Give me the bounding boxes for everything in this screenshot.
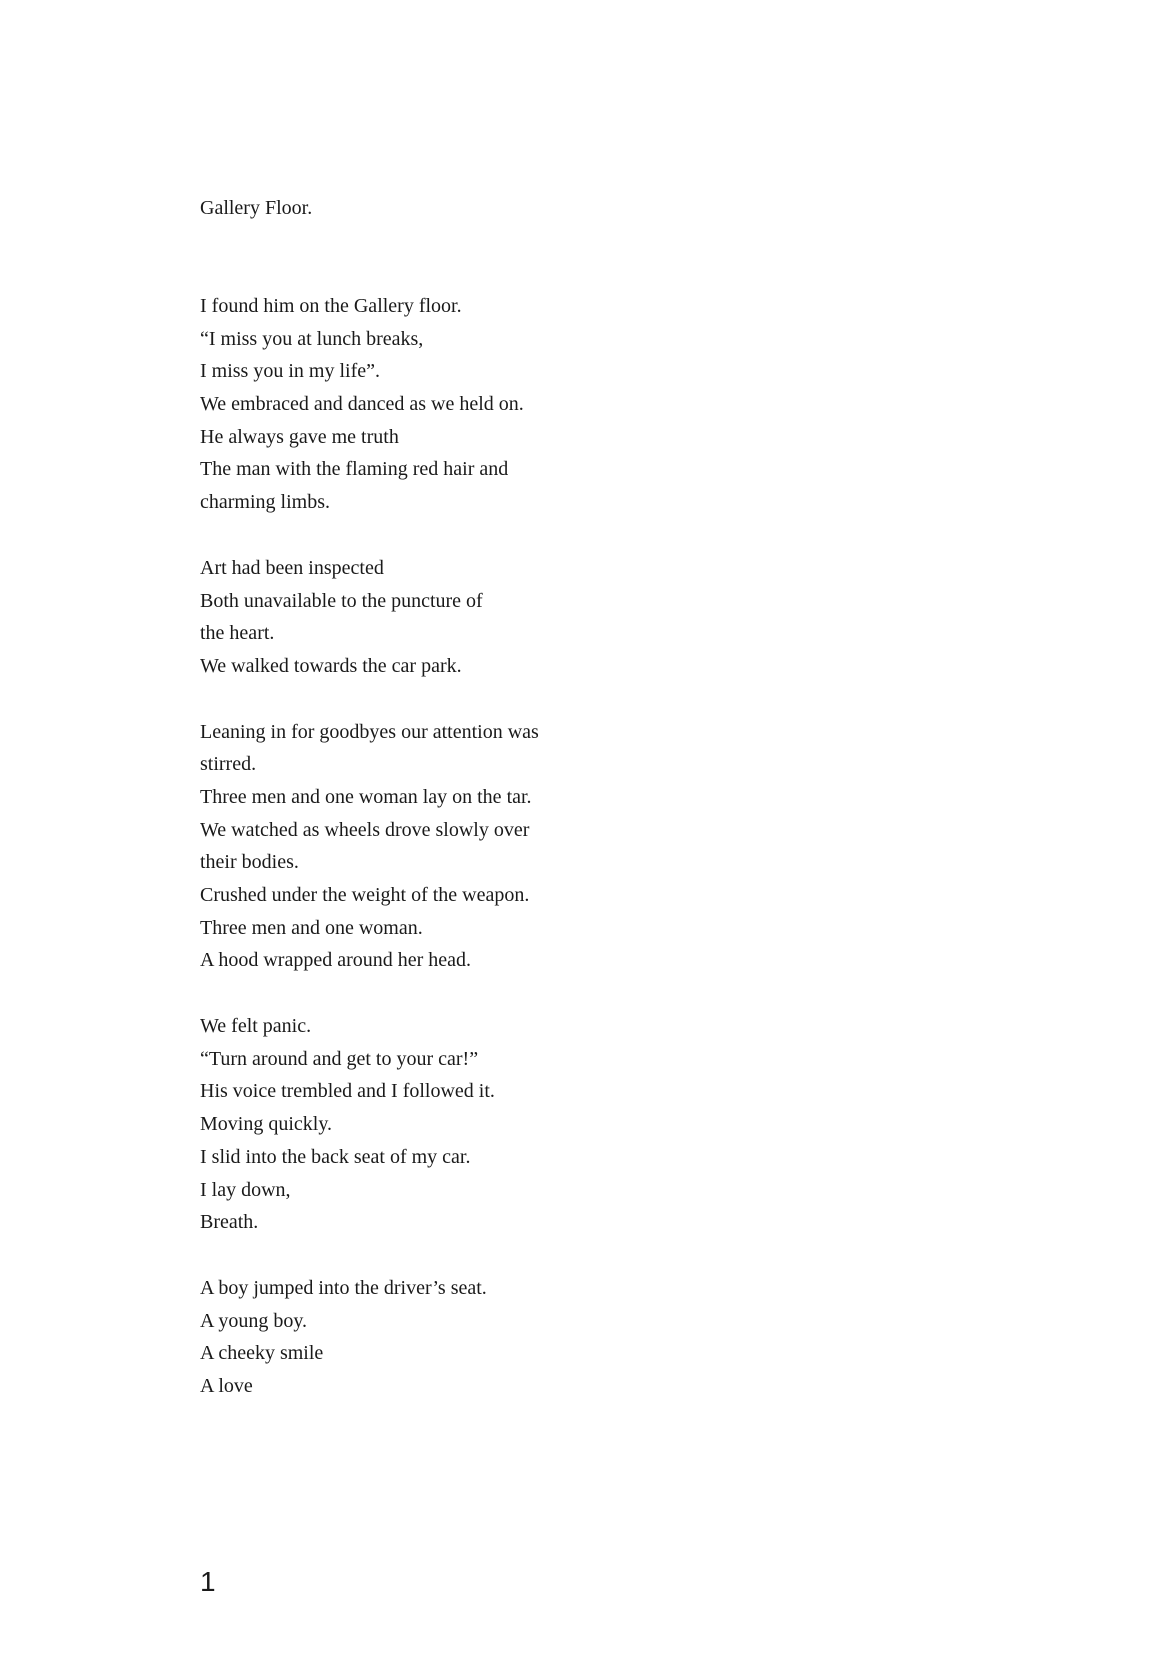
poem-body: [200, 294, 960, 1440]
page-number: 1: [200, 1566, 216, 1597]
stanza: [200, 556, 960, 687]
poem-line: The man with the flaming red hair and: [200, 458, 509, 481]
poem-line: the heart.: [200, 622, 275, 645]
poem-line: His voice trembled and I followed it.: [200, 1080, 495, 1103]
poem-line: He always gave me truth: [200, 425, 399, 448]
poem-line: A young boy.: [200, 1309, 308, 1332]
stanza: [200, 720, 960, 982]
poem-line: Three men and one woman.: [200, 916, 423, 939]
poem-line: Breath.: [200, 1211, 259, 1234]
stanza: [200, 294, 960, 523]
poem-line: I miss you in my life”.: [200, 360, 380, 383]
poem-line: Three men and one woman lay on the tar.: [200, 785, 532, 808]
poem-line: “I miss you at lunch breaks,: [200, 327, 424, 350]
poem-line: A hood wrapped around her head.: [200, 949, 472, 972]
poem-line: “Turn around and get to your car!”: [200, 1047, 479, 1070]
poem-title: Gallery Floor.: [200, 197, 313, 219]
poem-line: Art had been inspected: [200, 556, 384, 579]
poem-line: charming limbs.: [200, 491, 330, 514]
stanza: [200, 1014, 960, 1243]
poem-line: I slid into the back seat of my car.: [200, 1145, 471, 1168]
poem-line: their bodies.: [200, 851, 299, 874]
stanza: [200, 1276, 960, 1407]
poem-line: We embraced and danced as we held on.: [200, 393, 524, 416]
poem-line: I found him on the Gallery floor.: [200, 295, 462, 317]
poem-line: We walked towards the car park.: [200, 654, 462, 677]
poem-line: Crushed under the weight of the weapon.: [200, 884, 530, 906]
poem-line: We watched as wheels drove slowly over: [200, 818, 530, 841]
poem-line: Moving quickly.: [200, 1113, 333, 1136]
poem-line: stirred.: [200, 753, 257, 776]
poem-line: I lay down,: [200, 1178, 291, 1201]
poem-line: Both unavailable to the puncture of: [200, 589, 483, 612]
poem-line: We felt panic.: [200, 1015, 312, 1038]
poem-line: A boy jumped into the driver’s seat.: [200, 1276, 487, 1299]
poem-line: A love: [200, 1374, 253, 1397]
poem-line: A cheeky smile: [200, 1342, 324, 1365]
poem-line: Leaning in for goodbyes our attention was: [200, 720, 539, 743]
